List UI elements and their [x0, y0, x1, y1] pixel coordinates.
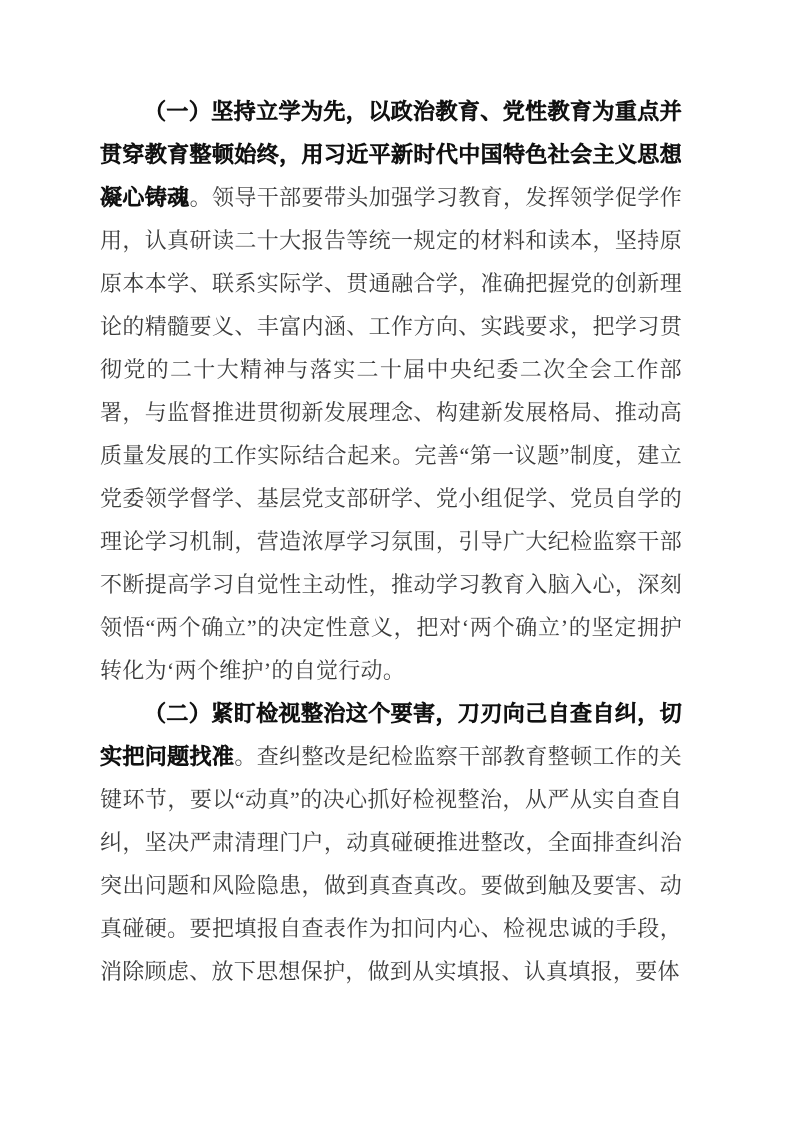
paragraph-1-body-text: 。领导干部要带头加强学习教育，发挥领学促学作用，认真研读二十大报告等统一规定的材料和读本，坚持原原本本学、联系实际学、贯通融合学，准确把握党的创新理论的精髓要义、丰富内涵、工作方向、实践要求，把学习贯彻党的二十大精神与落实二十届中央纪委二次全会工作部署，与监督推进贯彻新发展理念、构建新发展格局、推动高质量发展的工作实际结合起来。完善“第一议题”制度，建立党委领学督学、基层党支部研学、党小组促学、党员自学的理论学习机制，营造浓厚学习氛围，引导广大纪检监察干部不断提高学习自觉性主动性，推动学习教育入脑入心，深刻领悟“两个确立”的决定性意义，把对‘两个确立’的坚定拥护转化为‘两个维护’的自觉行动。 [100, 185, 683, 683]
paragraph-1-lead-sentence: （一）坚持立学为先，以政治教育、党性教育为重点并贯穿教育整顿始终，用习近平新时代中国特色社会主义思想凝心铸魂 [100, 99, 682, 210]
paragraph-2 [100, 692, 682, 993]
paragraph-2-body-text: 。查纠整改是纪检监察干部教育整顿工作的关键环节，要以“动真”的决心抓好检视整治，从严从实自查自纠，坚决严肃清理门户，动真碰硬推进整改，全面排查纠治突出问题和风险隐患，做到真查真改。要做到触及要害、动真碰硬。要把填报自查表作为扣问内心、检视忠诚的手段，消除顾虑、放下思想保护，做到从实填报、认真填报，要体 [100, 744, 682, 984]
paragraph-2-lead-sentence: （二）紧盯检视整治这个要害，刀刃向己自查自纠，切实把问题找准 [100, 701, 682, 769]
paragraph-1 [100, 90, 682, 692]
document-body [100, 90, 682, 993]
